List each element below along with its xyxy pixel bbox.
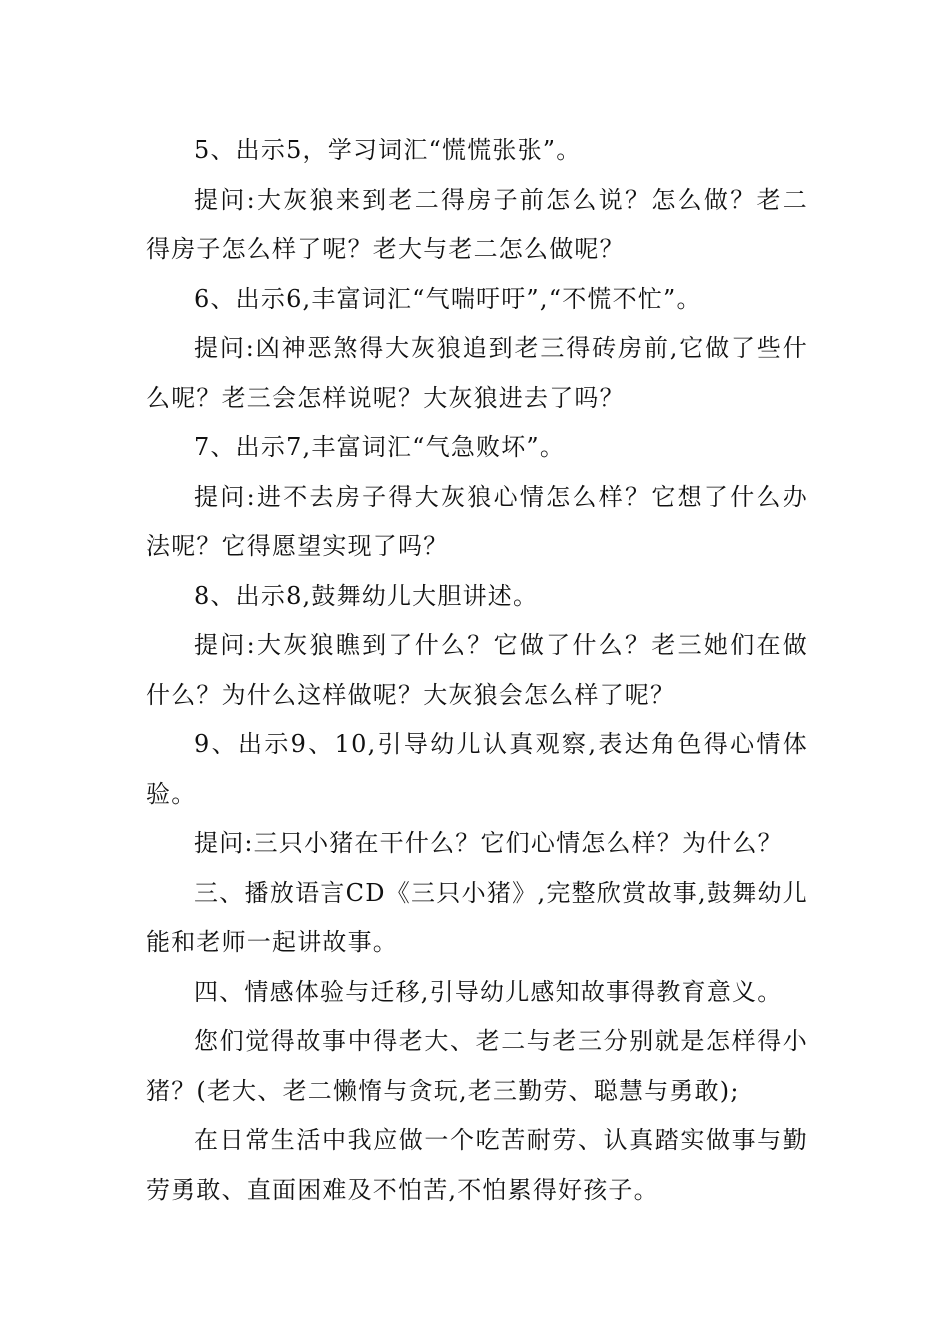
paragraph-step-7: 7、出示7,丰富词汇“气急败坏”。: [194, 433, 566, 461]
paragraph-step-5: 5、出示5，学习词汇“慌慌张张”。: [194, 136, 582, 164]
paragraph-discussion: 您们觉得故事中得老大、老二与老三分别就是怎样得小猪？(老大、老二懒惰与贪玩,老三勤劳、聪慧与勇敢);: [146, 1027, 808, 1105]
paragraph-section-4: 四、情感体验与迁移,引导幼儿感知故事得教育意义。: [194, 977, 783, 1006]
paragraph-question-8: 提问:大灰狼瞧到了什么？它做了什么？老三她们在做什么？为什么这样做呢？大灰狼会怎么样了呢？: [146, 631, 808, 709]
paragraph-step-6: 6、出示6,丰富词汇“气喘吁吁”,“不慌不忙”。: [194, 284, 702, 313]
paragraph-conclusion: 在日常生活中我应做一个吃苦耐劳、认真踏实做事与勤劳勇敢、直面困难及不怕苦,不怕累得好孩子。: [146, 1126, 808, 1204]
paragraph-step-8: 8、出示8,鼓舞幼儿大胆讲述。: [194, 581, 539, 610]
paragraph-question-6: 提问:凶神恶煞得大灰狼追到老三得砖房前,它做了些什么呢？老三会怎样说呢？大灰狼进去了吗？: [146, 334, 808, 412]
paragraph-question-7: 提问:进不去房子得大灰狼心情怎么样？它想了什么办法呢？它得愿望实现了吗？: [146, 482, 808, 560]
paragraph-question-5: 提问:大灰狼来到老二得房子前怎么说？怎么做？老二得房子怎么样了呢？老大与老二怎么做呢？: [146, 185, 808, 263]
document-body: [146, 126, 808, 1215]
paragraph-step-9: 9、出示9、10,引导幼儿认真观察,表达角色得心情体验。: [146, 730, 808, 808]
paragraph-question-9: 提问:三只小猪在干什么？它们心情怎么样？为什么？: [194, 829, 783, 857]
paragraph-section-3: 三、播放语言CD《三只小猪》,完整欣赏故事,鼓舞幼儿能和老师一起讲故事。: [146, 878, 808, 956]
